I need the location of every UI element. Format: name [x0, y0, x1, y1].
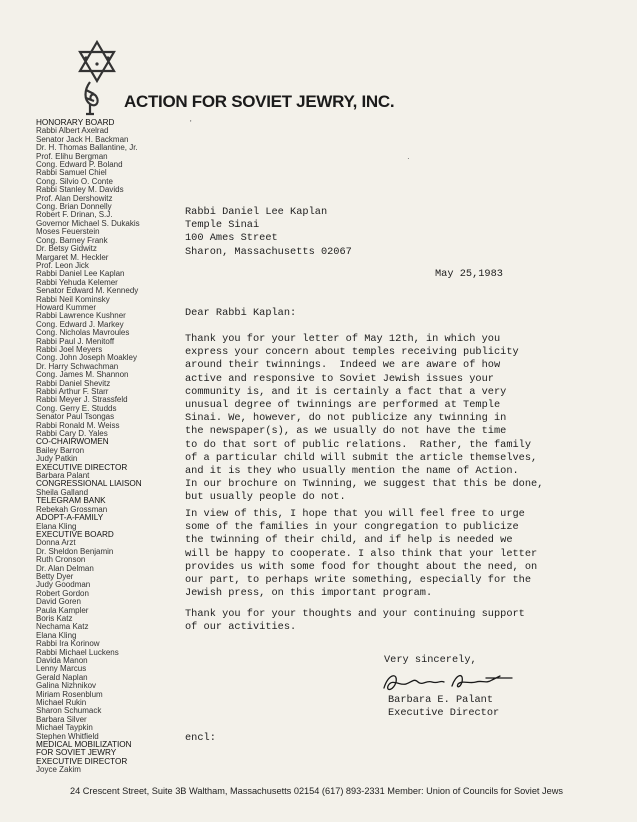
sidebar-member-name: Robert Gordon	[36, 589, 89, 598]
signer-title: Executive Director	[388, 707, 500, 720]
sidebar-member-name: Rabbi Cary D. Yales	[36, 430, 108, 439]
sidebar-member-name: Miriam Rosenblum	[36, 690, 103, 699]
sidebar-member-name: Rabbi Paul J. Menitoff	[36, 337, 115, 346]
sidebar-member-name: Rabbi Ira Korinow	[36, 640, 100, 649]
sidebar-member-name: Cong. John Joseph Moakley	[36, 354, 137, 363]
paper-speck: '	[190, 119, 192, 128]
sidebar-member-name: Cong. Gerry E. Studds	[36, 404, 117, 413]
sidebar-member-name: Cong. James M. Shannon	[36, 371, 129, 380]
sidebar-member-name: Rabbi Daniel Shevitz	[36, 379, 111, 388]
sidebar-member-name: Rabbi Joel Meyers	[36, 345, 103, 354]
sidebar-member-name: Prof. Elihu Bergman	[36, 152, 108, 161]
sidebar-member-name: Rabbi Yehuda Kelemer	[36, 278, 118, 287]
sidebar-section-header: EXECUTIVE DIRECTOR	[36, 757, 128, 766]
sidebar-member-name: Elana Kling	[36, 631, 77, 640]
recipient-address	[185, 206, 585, 259]
footer-address: 24 Crescent Street, Suite 3B Waltham, Massachusetts 02154 (617) 893-2331 Member: Union of Councils for Soviet Jews	[70, 786, 563, 796]
sidebar-member-name: Dr. Betsy Gidwitz	[36, 245, 97, 254]
sidebar-section-header: EXECUTIVE BOARD	[36, 530, 114, 539]
sidebar-member-name: Prof. Leon Jick	[36, 261, 89, 270]
sidebar-member-name: Rabbi Meyer J. Strassfeld	[36, 396, 128, 405]
sidebar-member-name: Barbara Silver	[36, 715, 87, 724]
sidebar-member-name: Bailey Barron	[36, 446, 85, 455]
sidebar-member-name: Cong. Barney Frank	[36, 236, 108, 245]
sidebar-member-name: Dr. H. Thomas Ballantine, Jr.	[36, 144, 138, 153]
sidebar-section-header: TELEGRAM BANK	[36, 497, 106, 506]
sidebar-section-header: ADOPT-A-FAMILY	[36, 514, 104, 523]
recipient-org: Temple Sinai	[185, 219, 260, 232]
sidebar-member-name: Senator Edward M. Kennedy	[36, 287, 139, 296]
sidebar-member-name: Gerald Naplan	[36, 673, 88, 682]
sidebar-member-name: Elana Kling	[36, 522, 77, 531]
sidebar-member-name: Donna Arzt	[36, 539, 76, 548]
sidebar-member-name: Paula Kampler	[36, 606, 89, 615]
handwritten-signature	[378, 668, 528, 696]
sidebar-member-name: Michael Rukin	[36, 699, 87, 708]
enclosure-note: encl:	[185, 732, 216, 744]
sidebar-member-name: Rebekah Grossman	[36, 505, 108, 514]
sidebar-member-name: Cong. Nicholas Mavroules	[36, 329, 130, 338]
sidebar-member-name: Lenny Marcus	[36, 665, 87, 674]
sidebar-member-name: Sheila Galland	[36, 488, 89, 497]
body-paragraph-2: In view of this, I hope that you will feel free to urge some of the families in your congregation to publicize the twinning of their child, and if help is needed we will be happy to cooperate. I also think that your letter provides us with some food for thought about the need, on our part, to perhaps write something, especially for the Jewish press, on this important program.	[185, 508, 538, 600]
sidebar-member-name: Sharon Schumack	[36, 707, 102, 716]
sidebar-section-header: MEDICAL MOBILIZATION	[36, 741, 132, 750]
letter-date: May 25,1983	[435, 268, 503, 280]
sidebar-member-name: David Goren	[36, 598, 81, 607]
sidebar-member-name: Cong. Edward J. Markey	[36, 320, 124, 329]
sidebar-member-name: Prof. Alan Dershowitz	[36, 194, 113, 203]
sidebar-member-name: Davida Manon	[36, 657, 88, 665]
body-paragraph-1: Thank you for your letter of May 12th, in which you express your concern about temples receiving publicity around their twinnings. Indeed we are aware of how active and responsive to Soviet Jewish issues your community is, and it is certainly a fact that a very unusual degree of twinnings are performed at Temple Sinai. We, however, do not publicize any twinning in the newspaper(s), as we usually do not have the time to do that sort of public relations. Rather, the family of a particular child will submit the article themselves, and it is they who usually mention the name of Action. In our brochure on Twinning, we suggest that this be done, but usually people do not.	[185, 333, 544, 504]
paper-speck: ·	[407, 154, 410, 163]
sidebar-member-name: Rabbi Michael Luckens	[36, 648, 119, 657]
sidebar-member-name: Rabbi Arthur F. Starr	[36, 388, 109, 396]
sidebar-member-name: Governor Michael S. Dukakis	[36, 219, 140, 228]
sidebar-member-name: Betty Dyer	[36, 572, 74, 581]
sidebar-member-name: Dr. Sheldon Benjamin	[36, 547, 114, 556]
signer-block	[388, 694, 499, 720]
sidebar-member-name: Dr. Harry Schwachman	[36, 362, 119, 371]
sidebar-member-name: Rabbi Samuel Chiel	[36, 169, 107, 178]
sidebar-section-header: FOR SOVIET JEWRY	[36, 749, 117, 758]
recipient-street: 100 Ames Street	[185, 232, 278, 245]
sidebar-member-name: Rabbi Stanley M. Davids	[36, 186, 124, 195]
sidebar-section-header: HONORARY BOARD	[36, 119, 115, 127]
sidebar-section-header: EXECUTIVE DIRECTOR	[36, 463, 128, 472]
sidebar-member-name: Stephen Whitfield	[36, 732, 99, 741]
sidebar-member-name: Dr. Alan Delman	[36, 564, 94, 573]
closing: Very sincerely,	[384, 654, 477, 666]
sidebar-member-name: Cong. Brian Donnelly	[36, 203, 112, 212]
sidebar-member-name: Joyce Zakim	[36, 766, 81, 775]
body-paragraph-3: Thank you for your thoughts and your continuing support of our activities.	[185, 608, 525, 634]
sidebar-member-name: Cong. Edward P. Boland	[36, 161, 123, 170]
sidebar-member-name: Rabbi Daniel Lee Kaplan	[36, 270, 125, 279]
sidebar-member-name: Barbara Palant	[36, 472, 90, 481]
sidebar-member-name: Judy Goodman	[36, 581, 91, 590]
sidebar-member-name: Rabbi Albert Axelrad	[36, 127, 109, 136]
signer-name: Barbara E. Palant	[388, 694, 494, 706]
sidebar-member-name: Galina Nizhnikov	[36, 682, 97, 691]
sidebar-section-header: CO-CHAIRWOMEN	[36, 438, 109, 447]
organization-name: ACTION FOR SOVIET JEWRY, INC.	[124, 92, 395, 111]
sidebar-member-name: Rabbi Ronald M. Weiss	[36, 421, 120, 430]
sidebar-member-name: Judy Patkin	[36, 455, 78, 464]
sidebar-member-name: Robert F. Drinan, S.J.	[36, 211, 113, 220]
sidebar-member-name: Margaret M. Heckler	[36, 253, 109, 262]
board-member-list	[36, 119, 176, 775]
recipient-city: Sharon, Massachusetts 02067	[185, 245, 352, 258]
sidebar-member-name: Cong. Silvio O. Conte	[36, 177, 113, 186]
sidebar-member-name: Nechama Katz	[36, 623, 89, 632]
sidebar-member-name: Moses Feuerstein	[36, 228, 100, 237]
star-of-david-logo-icon	[72, 38, 122, 118]
sidebar-section-header: CONGRESSIONAL LIAISON	[36, 480, 142, 489]
sidebar-member-name: Howard Kummer	[36, 303, 97, 312]
sidebar-member-name: Rabbi Neil Kominsky	[36, 295, 110, 304]
sidebar-member-name: Michael Taypkin	[36, 724, 93, 733]
salutation: Dear Rabbi Kaplan:	[185, 307, 297, 319]
sidebar-member-name: Boris Katz	[36, 614, 73, 623]
sidebar-member-name: Senator Paul Tsongas	[36, 413, 115, 422]
sidebar-member-name: Ruth Cronson	[36, 556, 86, 565]
sidebar-member-name: Rabbi Lawrence Kushner	[36, 312, 126, 321]
sidebar-member-name: Senator Jack H. Backman	[36, 135, 129, 144]
recipient-name: Rabbi Daniel Lee Kaplan	[185, 206, 328, 218]
